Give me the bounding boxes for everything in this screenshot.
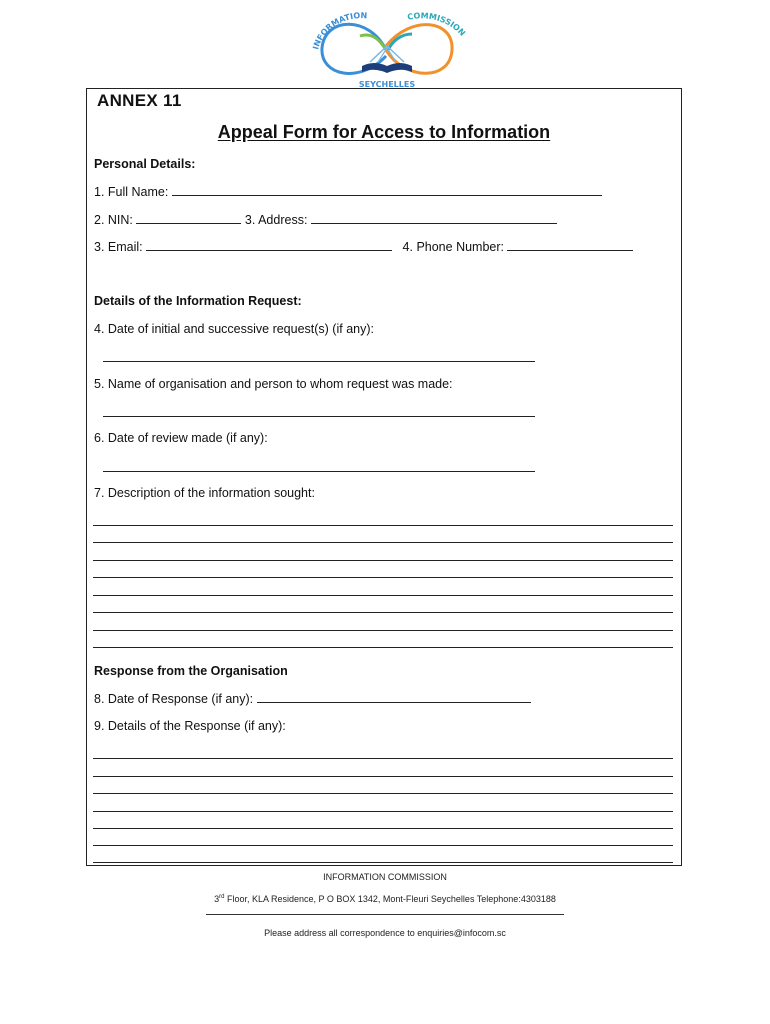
logo-bottom-text: SEYCHELLES [358, 80, 416, 89]
q9-answer-line[interactable] [93, 793, 673, 794]
q6-label: 6. Date of review made (if any): [94, 431, 268, 445]
q9-answer-line[interactable] [93, 811, 673, 812]
annex-label: ANNEX 11 [97, 91, 182, 110]
email-label: 3. Email: [94, 240, 143, 254]
nin-address-row [94, 213, 557, 227]
q9-answer-line[interactable] [93, 862, 673, 863]
commission-logo [300, 6, 475, 90]
q9-answer-line[interactable] [93, 828, 673, 829]
q9-answer-line[interactable] [93, 845, 673, 846]
full-name-label: 1. Full Name: [94, 185, 169, 199]
response-heading: Response from the Organisation [94, 664, 288, 678]
phone-label: 4. Phone Number: [402, 240, 504, 254]
q7-answer-line[interactable] [93, 560, 673, 561]
footer-org: INFORMATION COMMISSION [323, 872, 447, 882]
q8-label: 8. Date of Response (if any): [94, 692, 254, 706]
q7-answer-line[interactable] [93, 595, 673, 596]
logo-emblem [300, 6, 475, 90]
q7-answer-line[interactable] [93, 630, 673, 631]
q4-label: 4. Date of initial and successive request(s) (if any): [94, 322, 374, 336]
nin-field[interactable] [136, 213, 241, 224]
q7-answer-line[interactable] [93, 542, 673, 543]
footer-floor-suffix: rd [219, 894, 225, 900]
address-label: 3. Address: [244, 213, 308, 227]
request-details-heading: Details of the Information Request: [94, 294, 302, 308]
phone-field[interactable] [507, 240, 633, 251]
footer-divider [206, 914, 564, 915]
full-name-row [94, 185, 602, 199]
footer-floor-number: 3 [214, 894, 220, 904]
q8-field[interactable] [257, 692, 531, 703]
q7-answer-line[interactable] [93, 525, 673, 526]
email-field[interactable] [146, 240, 392, 251]
personal-details-heading: Personal Details: [94, 157, 196, 171]
book-icon [362, 63, 412, 73]
email-phone-row [94, 240, 633, 254]
q7-label: 7. Description of the information sought: [94, 486, 315, 500]
q5-label: 5. Name of organisation and person to whom request was made: [94, 377, 453, 391]
full-name-field[interactable] [172, 185, 602, 196]
footer-address-text: Floor, KLA Residence, P O BOX 1342, Mont-Fleuri Seychelles Telephone:4303188 [224, 894, 556, 904]
footer-address [0, 894, 770, 904]
q9-label: 9. Details of the Response (if any): [94, 719, 286, 733]
appeal-form [86, 88, 682, 866]
logo-arc-left-text: INFORMATION [311, 11, 368, 51]
footer-correspondence[interactable]: Please address all correspondence to enquiries@infocom.sc [264, 928, 506, 938]
q5-answer-line[interactable] [103, 416, 535, 417]
q9-answer-line[interactable] [93, 776, 673, 777]
q9-answer-line[interactable] [93, 758, 673, 759]
nin-label: 2. NIN: [94, 213, 133, 227]
q7-answer-line[interactable] [93, 612, 673, 613]
q6-answer-line[interactable] [103, 471, 535, 472]
address-field[interactable] [311, 213, 557, 224]
form-title: Appeal Form for Access to Information [217, 122, 551, 142]
logo-arc-right-text: COMMISSION [406, 11, 468, 38]
q7-answer-line[interactable] [93, 647, 673, 648]
q4-answer-line[interactable] [103, 361, 535, 362]
q7-answer-line[interactable] [93, 577, 673, 578]
q8-row [94, 692, 531, 706]
